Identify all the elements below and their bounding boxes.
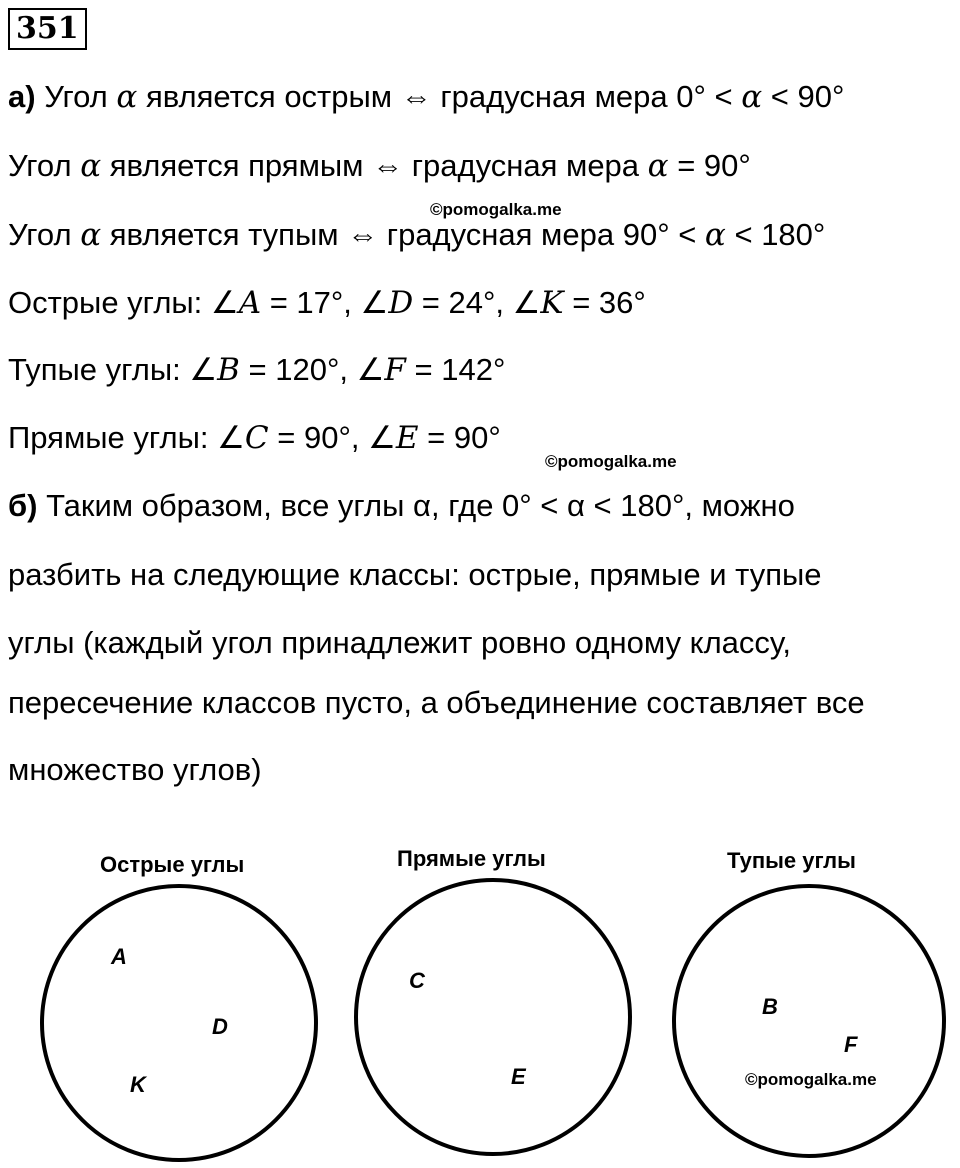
text: является острым ⇔ градусная мера 0° < <box>137 79 742 114</box>
point-label: D <box>212 1014 228 1039</box>
acute-angles-list <box>8 283 646 323</box>
right-circle-title: Прямые углы <box>397 846 546 871</box>
angle-name: D <box>388 285 414 321</box>
text: = 120°, ∠ <box>239 352 385 387</box>
text: Угол <box>8 148 81 183</box>
alpha-symbol: α <box>704 217 726 253</box>
part-a-label: а) <box>8 79 36 114</box>
watermark: ©pomogalka.me <box>745 1070 877 1089</box>
obtuse-angles-list <box>8 350 505 390</box>
text: < 90° <box>762 79 845 114</box>
text: является прямым ⇔ градусная мера <box>101 148 648 183</box>
alpha-symbol: α <box>80 217 102 253</box>
text: = 90°, ∠ <box>268 420 396 455</box>
text: является тупым ⇔ градусная мера 90° < <box>101 217 705 252</box>
part-b-line: множество углов) <box>8 752 262 787</box>
alpha-symbol: α <box>647 148 669 184</box>
text: Угол <box>35 79 117 114</box>
text: = 90° <box>668 148 751 183</box>
angle-name: F <box>384 352 406 388</box>
point-label: K <box>130 1072 146 1097</box>
watermark: ©pomogalka.me <box>430 200 562 219</box>
text: Таким образом, все углы α, где 0° < α < 180°, можно <box>37 488 795 523</box>
problem-number: 351 <box>8 8 87 50</box>
text: = 24°, ∠ <box>413 285 541 320</box>
alpha-symbol: α <box>116 79 138 115</box>
text: = 36° <box>563 285 646 320</box>
watermark: ©pomogalka.me <box>545 452 677 471</box>
angle-name: E <box>395 420 419 456</box>
part-b-line: углы (каждый угол принадлежит ровно одному классу, <box>8 625 791 660</box>
acute-definition <box>8 77 844 117</box>
right-angles-list <box>8 418 501 458</box>
point-label: E <box>511 1064 526 1089</box>
angle-name: A <box>238 285 262 321</box>
text: = 90° <box>418 420 501 455</box>
angle-name: C <box>244 420 269 456</box>
obtuse-circle-title: Тупые углы <box>727 848 856 873</box>
obtuse-circle <box>672 884 946 1158</box>
text: = 142° <box>405 352 506 387</box>
point-label: C <box>409 968 425 993</box>
text: Угол <box>8 217 81 252</box>
part-b-line: пересечение классов пусто, а объединение составляет все <box>8 685 865 720</box>
right-definition <box>8 146 751 186</box>
text: Острые углы: ∠ <box>8 285 239 320</box>
text: = 17°, ∠ <box>261 285 389 320</box>
alpha-symbol: α <box>80 148 102 184</box>
right-circle <box>354 878 632 1156</box>
text: Прямые углы: ∠ <box>8 420 245 455</box>
part-b-label: б) <box>8 488 38 523</box>
angle-name: K <box>540 285 564 321</box>
obtuse-definition <box>8 215 825 255</box>
acute-circle <box>40 884 318 1162</box>
point-label: B <box>762 994 778 1019</box>
part-b-line <box>8 486 795 526</box>
point-label: F <box>844 1032 858 1057</box>
acute-circle-title: Острые углы <box>100 852 245 877</box>
alpha-symbol: α <box>741 79 763 115</box>
text: Тупые углы: ∠ <box>8 352 218 387</box>
point-label: A <box>111 944 127 969</box>
part-b-line: разбить на следующие классы: острые, прямые и тупые <box>8 557 822 592</box>
angle-name: B <box>217 352 240 388</box>
text: < 180° <box>725 217 826 252</box>
